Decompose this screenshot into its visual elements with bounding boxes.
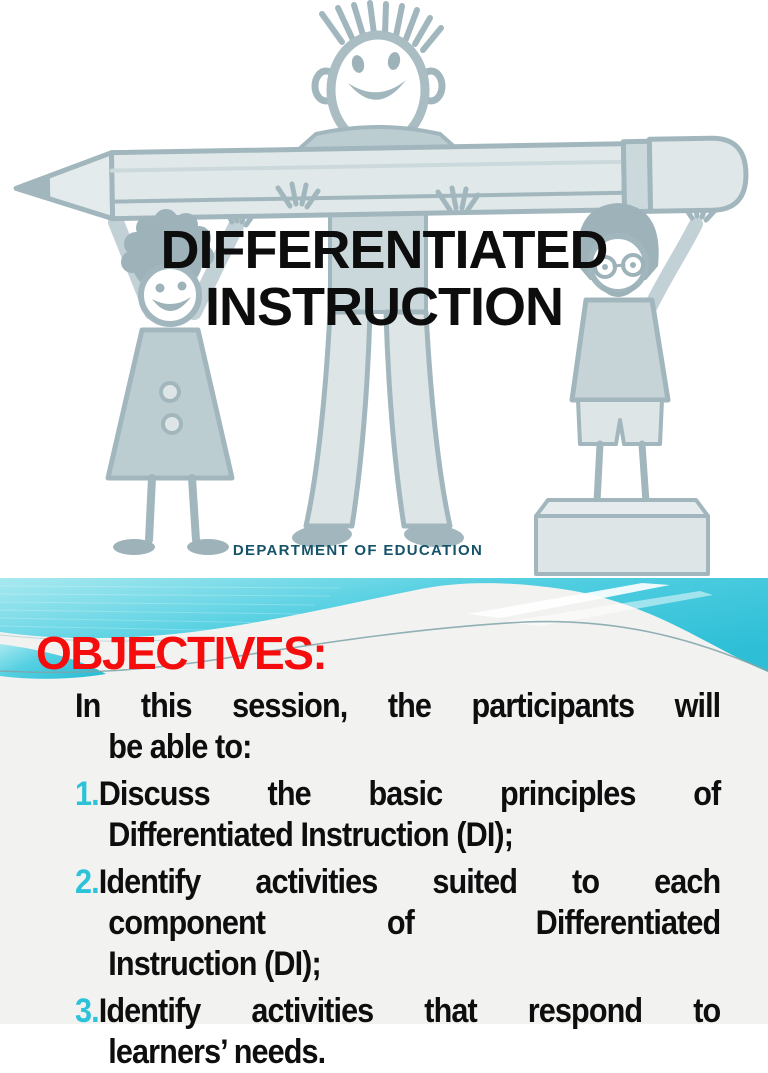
objectives-body xyxy=(75,686,720,1073)
objective-1-text: Discuss the basic principles of xyxy=(98,775,721,813)
slide-title xyxy=(0,222,768,336)
list-number-2: 2. xyxy=(75,863,99,901)
department-footer: DEPARTMENT OF EDUCATION xyxy=(232,542,484,559)
objectives-heading: OBJECTIVES: xyxy=(36,627,327,679)
slide-2-objectives-slide xyxy=(0,578,768,1071)
objective-1-line-2: Differentiated Instruction (DI); xyxy=(108,816,514,854)
intro-line-1: In this session, the participants will xyxy=(75,687,721,725)
objective-3-line-2: learners’ needs. xyxy=(108,1033,326,1071)
objective-3-text: Identify activities that respond to xyxy=(98,992,721,1030)
slide-title-line1: DIFFERENTIATED xyxy=(160,220,608,280)
objective-2-text: Identify activities suited to each xyxy=(98,863,721,901)
objective-3-line-1 xyxy=(75,991,720,1032)
objective-2-line-2: component of Differentiated xyxy=(108,904,721,942)
objective-2-line-1 xyxy=(75,862,720,903)
objective-2-line-3: Instruction (DI); xyxy=(108,945,321,983)
list-number-1: 1. xyxy=(75,775,99,813)
intro-line-2: be able to: xyxy=(108,728,252,766)
list-number-3: 3. xyxy=(75,992,99,1030)
slide-title-line2: INSTRUCTION xyxy=(205,277,563,337)
objective-1-line-1 xyxy=(75,774,720,815)
